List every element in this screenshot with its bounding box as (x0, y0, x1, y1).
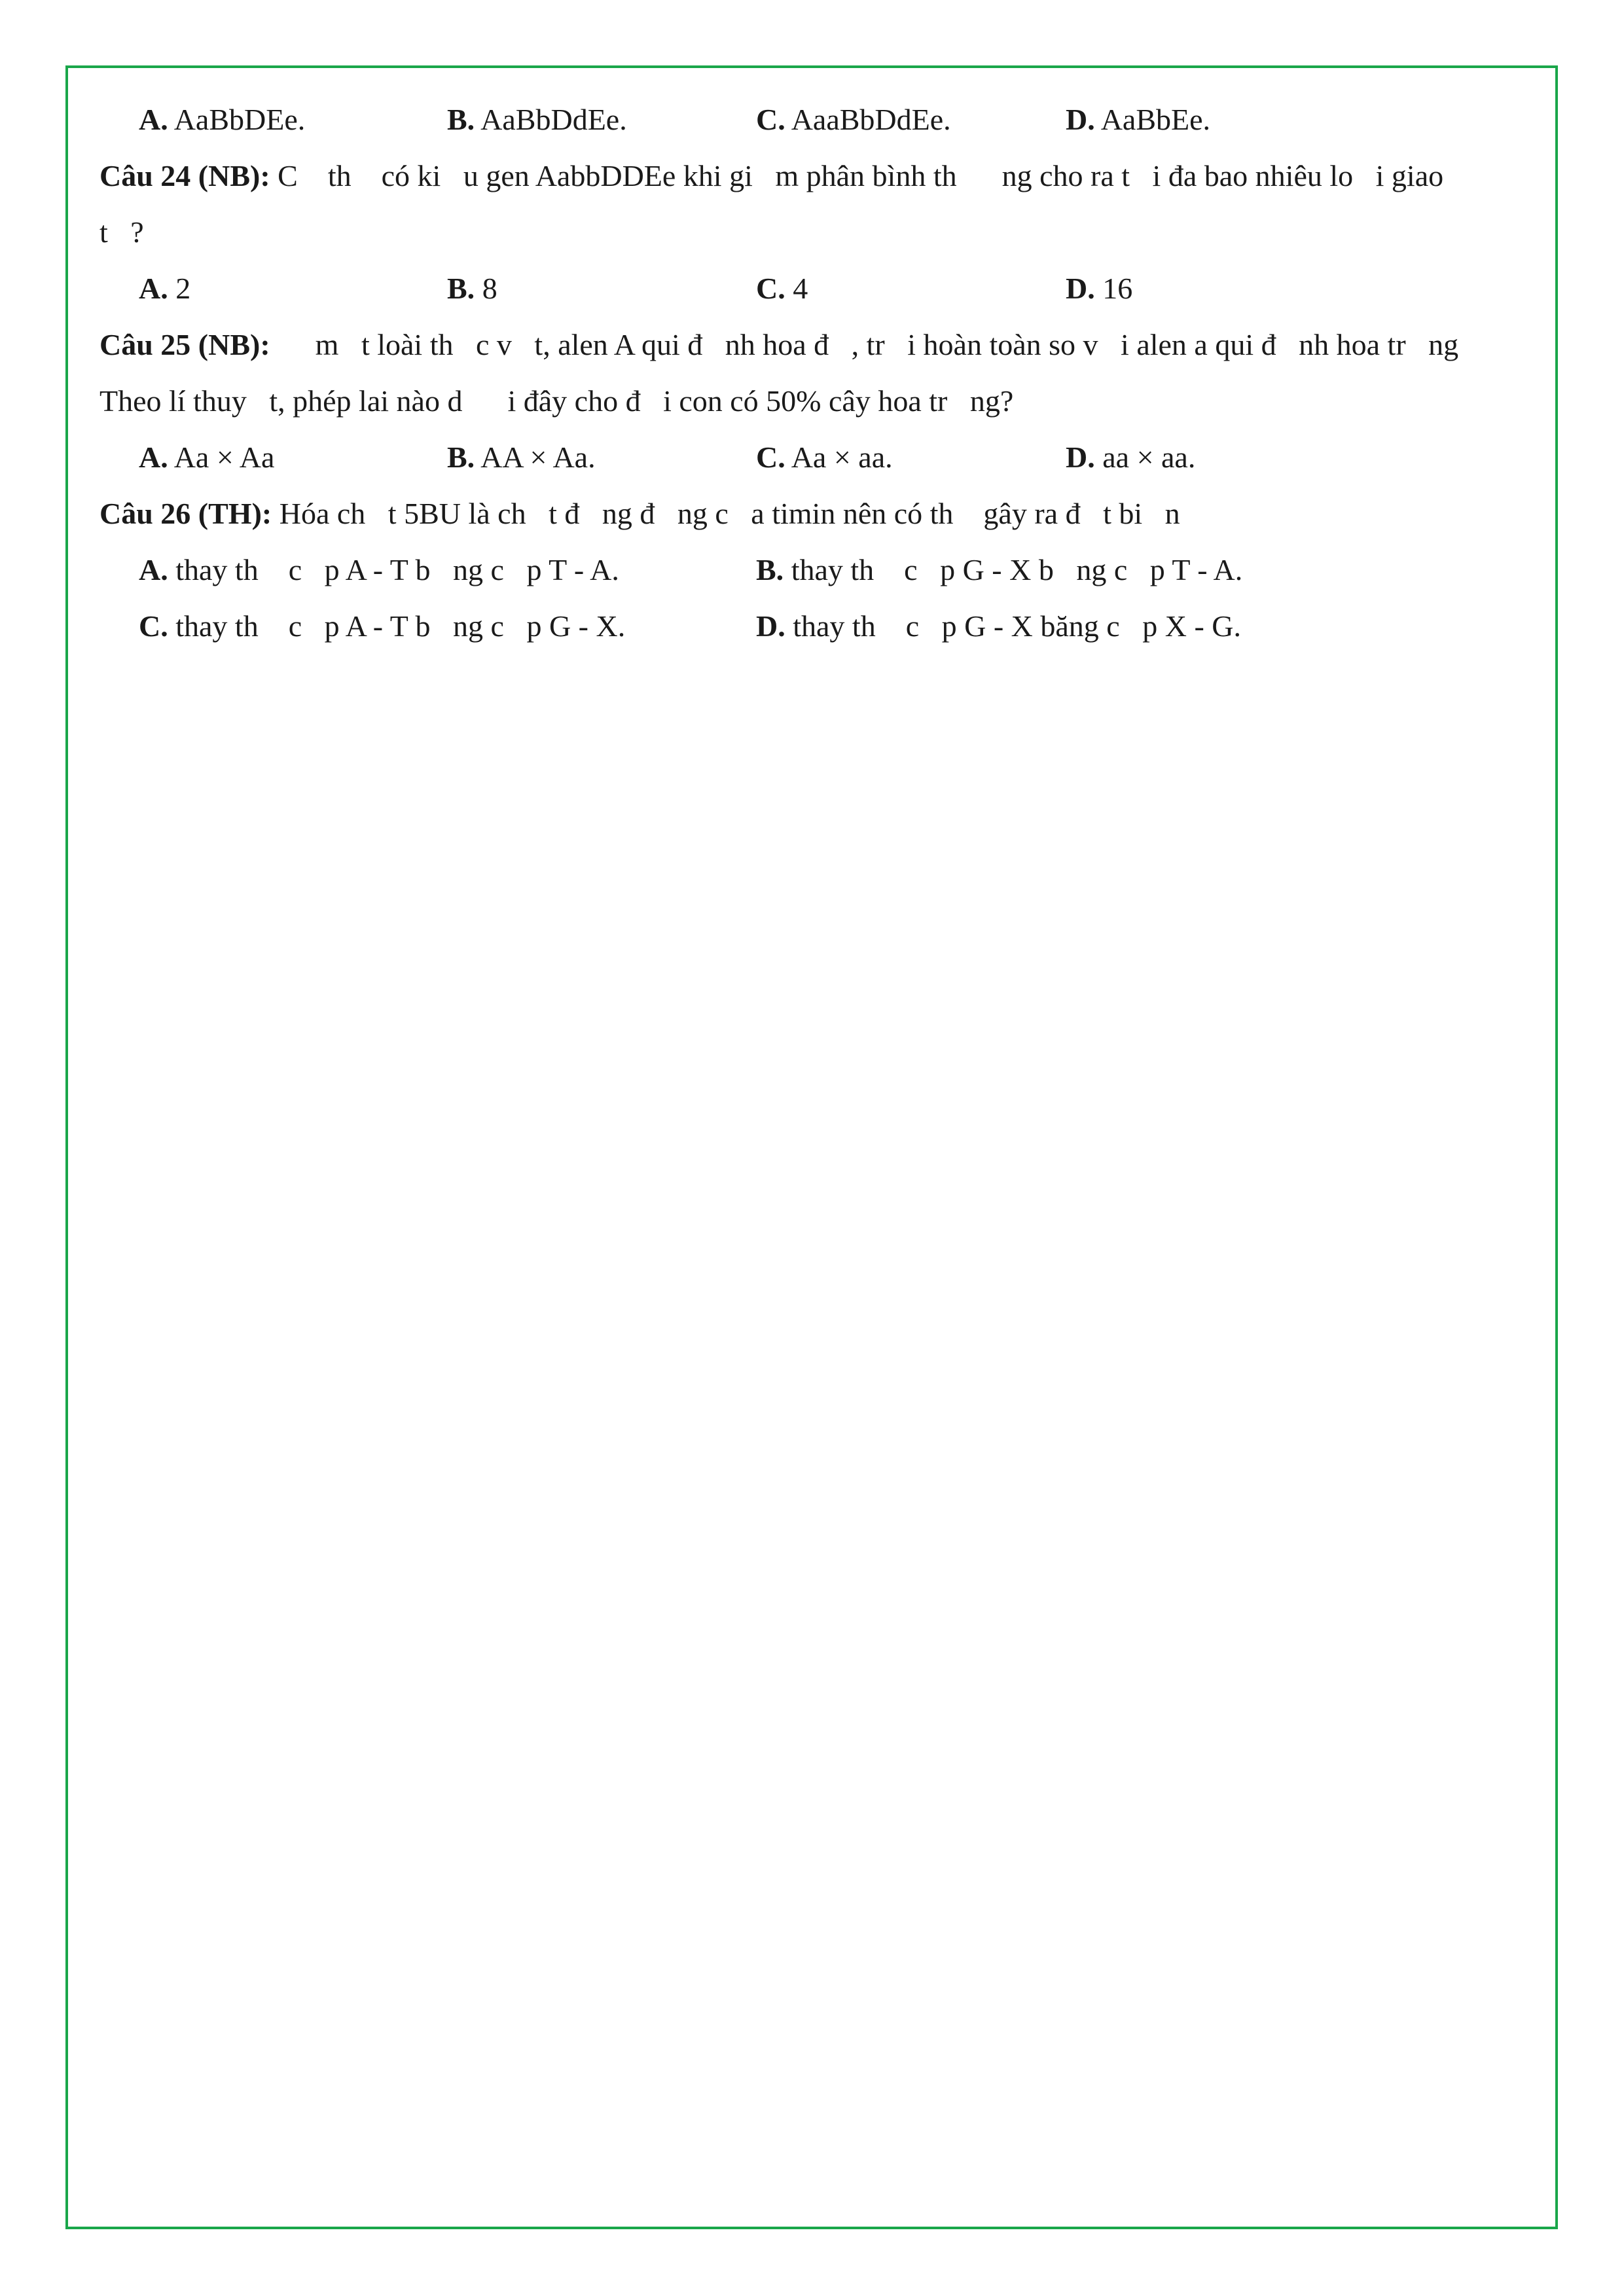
q23-option-d[interactable]: D. AaBbEe. (1066, 103, 1211, 136)
q24-option-d[interactable]: D. 16 (1066, 272, 1133, 305)
q26-options-row-1 (99, 542, 1529, 598)
q24-option-a[interactable]: A. 2 (139, 272, 191, 305)
q25-stem-line-1 (99, 317, 1529, 373)
q23-options (99, 92, 1529, 148)
q26-option-a[interactable]: A. thay th c p A - T b ng c p T - A. (139, 553, 619, 586)
q25-option-a[interactable]: A. Aa × Aa (139, 440, 275, 474)
q26-option-c[interactable]: C. thay th c p A - T b ng c p G - X. (139, 609, 626, 643)
q25-stem-line-2: Theo lí thuy t, phép lai nào d i đây cho đ i con có 50% cây hoa tr ng? (99, 384, 1014, 418)
q24-option-c[interactable]: C. 4 (756, 272, 808, 305)
q24-stem-line-1 (99, 148, 1529, 204)
q26-stem-line-1 (99, 486, 1529, 542)
q24-options (99, 260, 1529, 317)
q23-option-a[interactable]: A. AaBbDEe. (139, 103, 306, 136)
q26-options-row-2 (99, 598, 1529, 655)
q26-heading: Câu 26 (TH): (99, 497, 272, 530)
q26-option-d[interactable]: D. thay th c p G - X băng c p X - G. (756, 609, 1241, 643)
q26-option-b[interactable]: B. thay th c p G - X b ng c p T - A. (756, 553, 1243, 586)
q23-option-c[interactable]: C. AaaBbDdEe. (756, 103, 951, 136)
q24-option-b[interactable]: B. 8 (447, 272, 497, 305)
q25-option-b[interactable]: B. AA × Aa. (447, 440, 596, 474)
q23-option-b[interactable]: B. AaBbDdEe. (447, 103, 627, 136)
q25-options (99, 429, 1529, 486)
q24-heading: Câu 24 (NB): (99, 159, 270, 192)
q24-stem-text: C th có ki u gen AabbDDEe khi gi m phân bình th ng cho ra t i đa bao nhiêu lo i giao (270, 159, 1444, 192)
q25-option-c[interactable]: C. Aa × aa. (756, 440, 893, 474)
q26-stem-text: Hóa ch t 5BU là ch t đ ng đ ng c a timin nên có th gây ra đ t bi n (272, 497, 1180, 530)
document-content (99, 92, 1529, 655)
q25-option-d[interactable]: D. aa × aa. (1066, 440, 1196, 474)
q24-stem-line-2: t ? (99, 215, 144, 249)
q25-stem-text: m t loài th c v t, alen A qui đ nh hoa đ , tr i hoàn toàn so v i alen a qui đ nh hoa tr ng (270, 328, 1459, 361)
q25-heading: Câu 25 (NB): (99, 328, 270, 361)
